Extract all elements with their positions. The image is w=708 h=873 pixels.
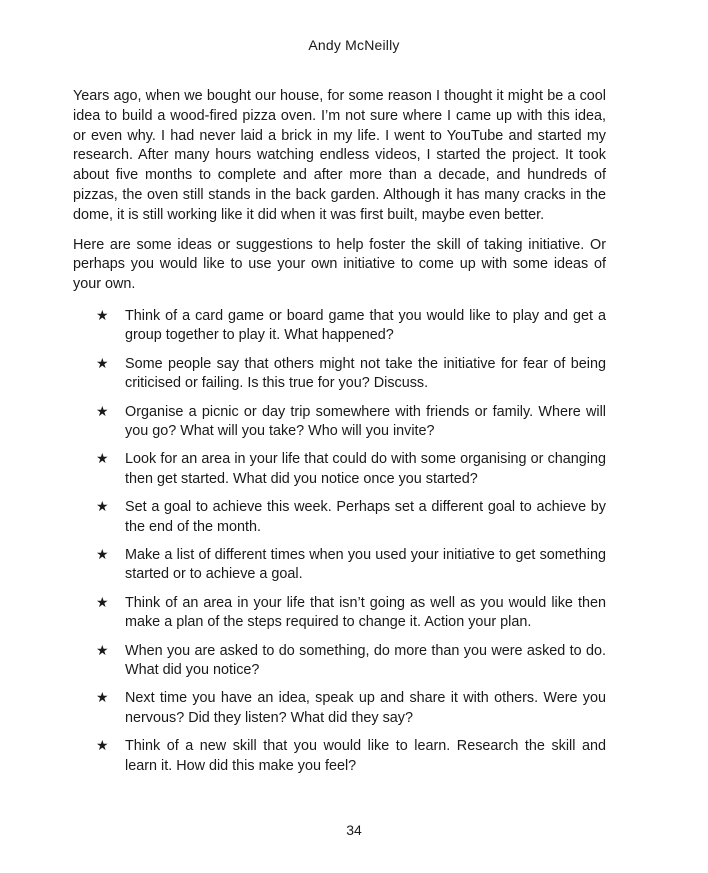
star-icon: ★ bbox=[96, 355, 109, 372]
list-item-text: Organise a picnic or day trip somewhere with friends or family. Where will you go? What will you take? Who will you invite? bbox=[125, 403, 606, 439]
suggestions-intro-paragraph: Here are some ideas or suggestions to help foster the skill of taking initiative. Or perhaps you would like to use your own initiative to come up with some ideas of your own. bbox=[73, 236, 606, 293]
list-item bbox=[73, 450, 606, 489]
star-icon: ★ bbox=[96, 738, 109, 755]
list-item-text: Think of a new skill that you would like to learn. Research the skill and learn it. How did this make you feel? bbox=[125, 738, 606, 774]
star-icon: ★ bbox=[96, 403, 109, 420]
running-header-author: Andy McNeilly bbox=[308, 37, 400, 53]
intro-paragraph: Years ago, when we bought our house, for some reason I thought it might be a cool idea to build a wood-fired pizza oven. I’m not sure where I came up with this idea, or even why. I had never laid a brick in my life. I went to YouTube and started my research. After many hours watching endless videos, I started the project. It took about five months to complete and after more than a decade, and hundreds of pizzas, the oven still stands in the back garden. Although it has many cracks in the dome, it is still working like it did when it was first built, maybe even better. bbox=[73, 88, 606, 223]
list-item-text: Think of a card game or board game that you would like to play and get a group together to play it. What happened? bbox=[125, 307, 606, 344]
star-icon: ★ bbox=[96, 594, 109, 611]
list-item-text: Make a list of different times when you used your initiative to get something started or to achieve a goal. bbox=[125, 547, 606, 583]
page-number: 34 bbox=[346, 822, 362, 838]
star-icon: ★ bbox=[96, 307, 109, 324]
star-icon: ★ bbox=[96, 642, 109, 659]
star-icon: ★ bbox=[96, 451, 109, 468]
list-item bbox=[73, 642, 606, 681]
list-item bbox=[73, 355, 606, 394]
star-icon: ★ bbox=[96, 547, 109, 564]
list-item bbox=[73, 689, 606, 728]
star-icon: ★ bbox=[96, 499, 109, 516]
list-item bbox=[73, 498, 606, 537]
page-content bbox=[73, 87, 606, 785]
list-item-text: When you are asked to do something, do more than you were asked to do. What did you notice? bbox=[125, 642, 606, 679]
suggestion-list bbox=[73, 307, 606, 776]
list-item bbox=[73, 737, 606, 776]
list-item bbox=[73, 546, 606, 585]
star-icon: ★ bbox=[96, 690, 109, 707]
list-item-text: Look for an area in your life that could do with some organising or changing then get started. What did you notice once you started? bbox=[125, 451, 606, 487]
list-item-text: Next time you have an idea, speak up and share it with others. Were you nervous? Did they listen? What did they say? bbox=[125, 690, 606, 726]
list-item-text: Some people say that others might not take the initiative for fear of being criticised or failing. Is this true for you? Discuss. bbox=[125, 355, 606, 392]
list-item bbox=[73, 307, 606, 346]
list-item-text: Set a goal to achieve this week. Perhaps set a different goal to achieve by the end of the month. bbox=[125, 499, 606, 535]
list-item bbox=[73, 594, 606, 633]
list-item bbox=[73, 403, 606, 442]
list-item-text: Think of an area in your life that isn’t going as well as you would like then make a plan of the steps required to change it. Action your plan. bbox=[125, 594, 606, 631]
